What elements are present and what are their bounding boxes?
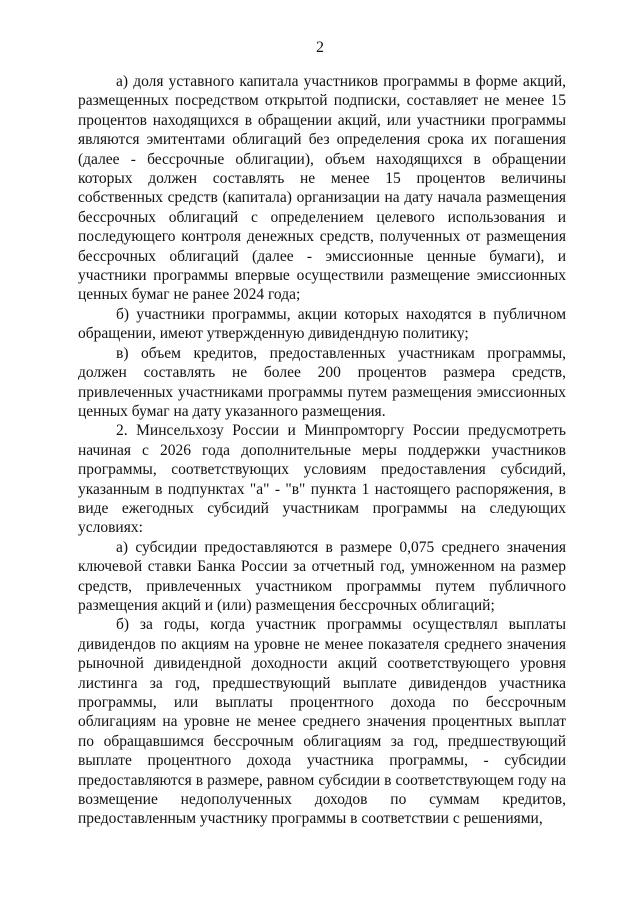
paragraph-subitem-a: а) доля уставного капитала участников программы в форме акций, размещенных посредством открытой подписки, составляет не менее 15 процентов находящихся в обращении акций, или участники программы являются эмитентами облигаций без определения срока их погашения (далее - бессрочные облигации), объем находящихся в обращении которых должен составлять не менее 15 процентов величины собственных средств (капитала) организации на дату начала размещения бессрочных облигаций с определением целевого использования и последующего контроля денежных средств, полученных от размещения бессрочных облигаций (далее - эмиссионные ценные бумаги), и участники программы впервые осуществили размещение эмиссионных ценных бумаг не ранее 2024 года; <box>78 73 566 304</box>
paragraph-subitem-b: б) участники программы, акции которых находятся в публичном обращении, имеют утвержденную дивидендную политику; <box>78 305 566 343</box>
page-number: 2 <box>316 39 324 56</box>
paragraph-item-2-subitem-b: б) за годы, когда участник программы осуществлял выплаты дивидендов по акциям на уровне не менее показателя среднего значения рыночной дивидендной доходности акций соответствующего уровня листинга за год, предшествующий выплате дивидендов участника программы, или выплаты процентного дохода по бессрочным облигациям на уровне не менее среднего значения процентных выплат по обращавшимся бессрочным облигациям за год, предшествующий выплате процентного дохода участника программы, - субсидии предоставляются в размере, равном субсидии в соответствующем году на возмещение недополученных доходов по суммам кредитов, предоставленным участнику программы в соответствии с решениями, <box>78 616 566 828</box>
document-body <box>78 72 566 829</box>
paragraph-item-2: 2. Минсельхозу России и Минпромторгу России предусмотреть начиная с 2026 года дополнительные меры поддержки участников программы, соответствующих условиям предоставления субсидий, указанным в подпунктах "а" - "в" пункта 1 настоящего распоряжения, в виде ежегодных субсидий участникам программы на следующих условиях: <box>78 422 566 537</box>
paragraph-item-2-subitem-a: а) субсидии предоставляются в размере 0,075 среднего значения ключевой ставки Банка России за отчетный год, умноженном на размер средств, привлеченных участником программы путем публичного размещения акций и (или) размещения бессрочных облигаций; <box>78 538 566 614</box>
paragraph-subitem-v: в) объем кредитов, предоставленных участникам программы, должен составлять не более 200 процентов размера средств, привлеченных участниками программы путем размещения эмиссионных ценных бумаг на дату указанного размещения. <box>78 344 566 420</box>
